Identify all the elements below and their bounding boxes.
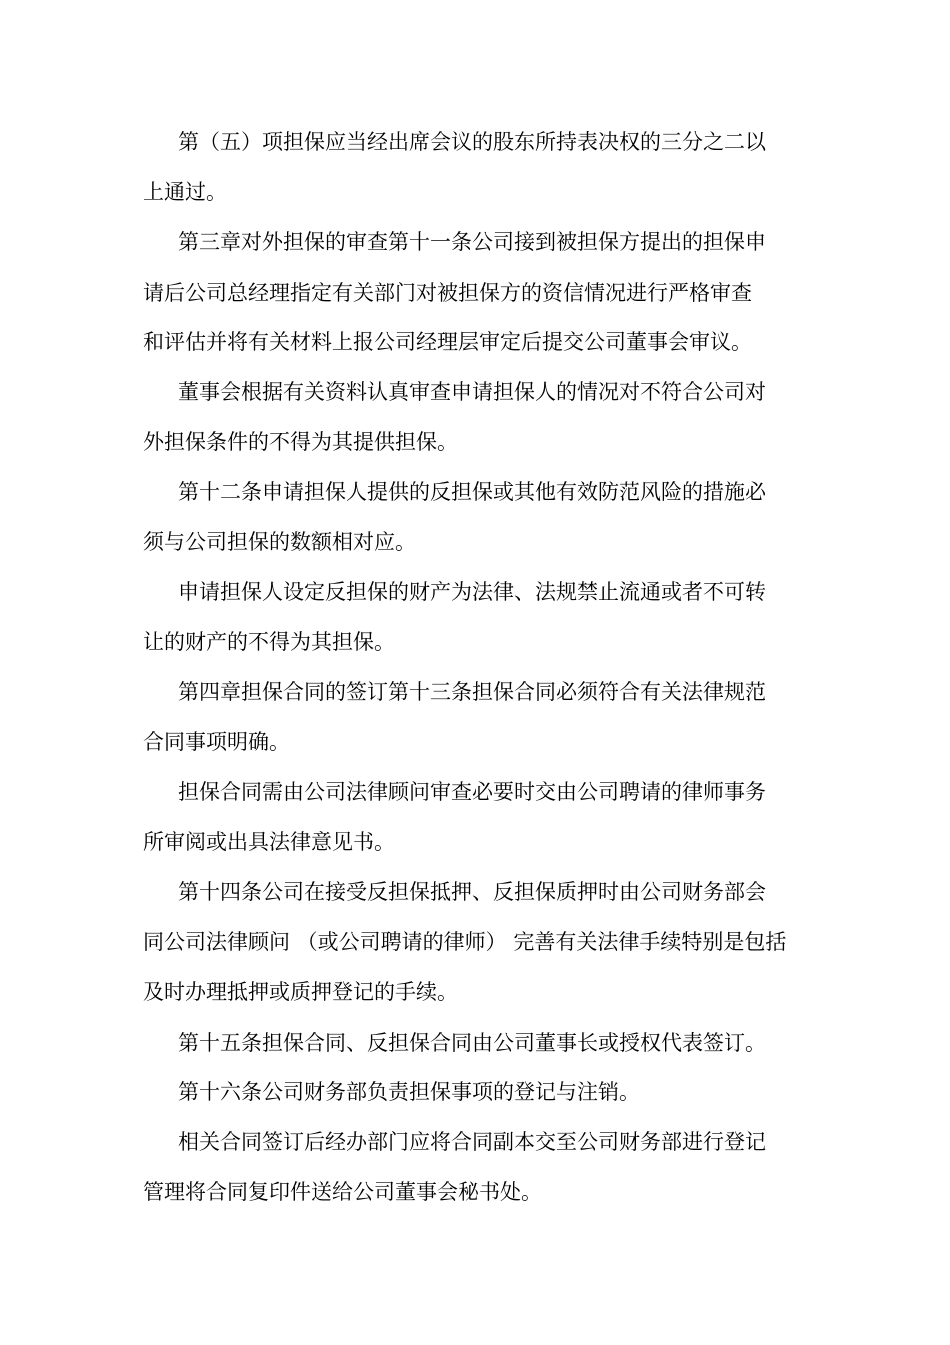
text-line: 担保合同需由公司法律顾问审查必要时交由公司聘请的律师事务: [178, 780, 766, 804]
text-line: 申请担保人设定反担保的财产为法律、法规禁止流通或者不可转: [178, 580, 766, 604]
text-line: 和评估并将有关材料上报公司经理层审定后提交公司董事会审议。: [143, 330, 752, 354]
text-line: 第三章对外担保的审查第十一条公司接到被担保方提出的担保申: [178, 230, 766, 254]
text-line: 让的财产的不得为其担保。: [143, 630, 395, 654]
text-line: 合同事项明确。: [143, 730, 290, 754]
text-line: 相关合同签订后经办部门应将合同副本交至公司财务部进行登记: [178, 1130, 766, 1154]
text-line: 请后公司总经理指定有关部门对被担保方的资信情况进行严格审查: [143, 281, 752, 305]
text-line: 管理将合同复印件送给公司董事会秘书处。: [143, 1180, 542, 1204]
text-line: 第十五条担保合同、反担保合同由公司董事长或授权代表签订。: [178, 1031, 766, 1055]
text-line: 董事会根据有关资料认真审查申请担保人的情况对不符合公司对: [178, 380, 766, 404]
text-line: 第十六条公司财务部负责担保事项的登记与注销。: [178, 1080, 640, 1104]
text-line: 须与公司担保的数额相对应。: [143, 530, 416, 554]
text-line: 所审阅或出具法律意见书。: [143, 830, 395, 854]
text-line: 及时办理抵押或质押登记的手续。: [143, 980, 458, 1004]
text-line: 第十四条公司在接受反担保抵押、反担保质押时由公司财务部会: [178, 880, 766, 904]
text-line: 外担保条件的不得为其提供担保。: [143, 430, 458, 454]
text-line: 第十二条申请担保人提供的反担保或其他有效防范风险的措施必: [178, 480, 766, 504]
text-line: 第四章担保合同的签订第十三条担保合同必须符合有关法律规范: [178, 680, 766, 704]
text-line: 上通过。: [143, 180, 227, 204]
text-line: 第（五）项担保应当经出席会议的股东所持表决权的三分之二以: [178, 130, 766, 154]
text-line: 同公司法律顾问 （或公司聘请的律师） 完善有关法律手续特别是包括: [143, 930, 787, 954]
